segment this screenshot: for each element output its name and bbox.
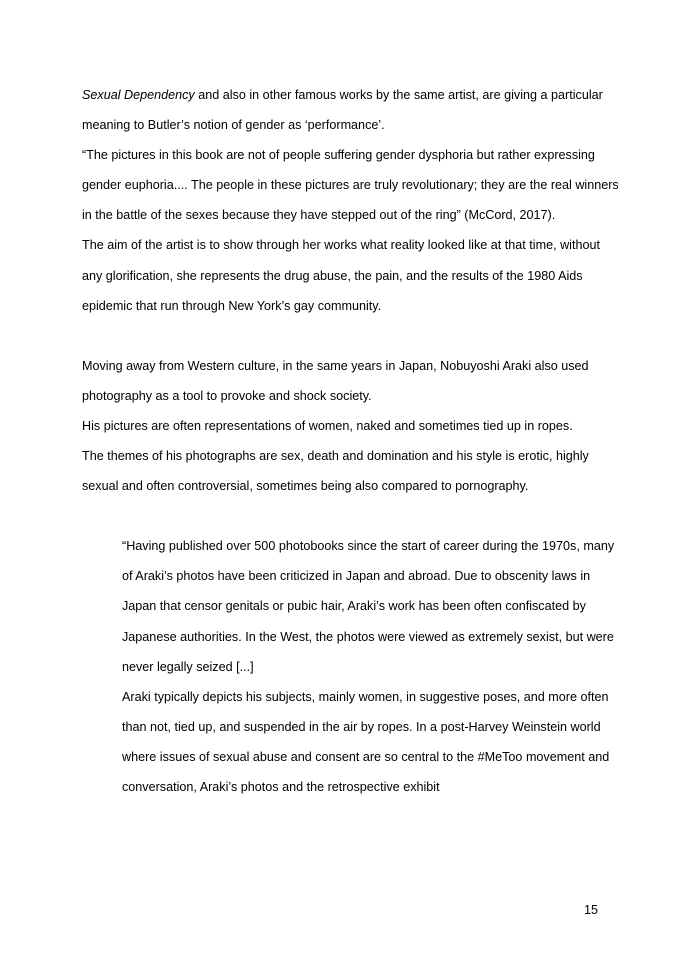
paragraph-araki-themes: The themes of his photographs are sex, death and domination and his style is erotic, highly sexual and often controversial, sometimes being also compared to pornography. (82, 449, 589, 494)
page-number: 15 (583, 903, 598, 917)
paragraph-araki-pictures: His pictures are often representations of women, naked and sometimes tied up in ropes. (82, 418, 573, 433)
paragraph-text: and also in other famous works by the same artist, are giving a particular meaning to Butler’s notion of gender as ‘performance’. (82, 88, 603, 133)
body-text (82, 80, 622, 802)
paragraph-araki-intro: Moving away from Western culture, in the same years in Japan, Nobuyoshi Araki also used photography as a tool to provoke and shock society. (82, 358, 589, 403)
work-title: Sexual Dependency (82, 88, 195, 102)
block-quote-part-2: Araki typically depicts his subjects, mainly women, in suggestive poses, and more often than not, tied up, and suspended in the air by ropes. In a post-Harvey Weinstein world where issues of sexual abuse and consent are so central to the #MeToo movement and conversation, Araki’s photos and the retrospective exhibit (122, 689, 610, 794)
paragraph-gap (82, 321, 622, 351)
paragraph-gap (82, 501, 622, 531)
paragraph-sexual-dependency (82, 80, 622, 140)
paragraph-artist-aim: The aim of the artist is to show through her works what reality looked like at that time, without any glorification, she represents the drug abuse, the pain, and the results of the 1980 Aids epidemic that run through New York’s gay community. (82, 238, 600, 313)
block-quote-part-1: “Having published over 500 photobooks since the start of career during the 1970s, many of Araki’s photos have been criticized in Japan and abroad. Due to obscenity laws in Japan that censor genitals or pubic hair, Araki’s work has been often confiscated by Japanese authorities. In the West, the photos were viewed as extremely sexist, but were never legally seized [...] (122, 539, 615, 674)
paragraph-mccord-quote: “The pictures in this book are not of people suffering gender dysphoria but rather expressing gender euphoria.... The people in these pictures are truly revolutionary; they are the real winners in the battle of the sexes because they have stepped out of the ring” (McCord, 2017). (82, 148, 619, 223)
